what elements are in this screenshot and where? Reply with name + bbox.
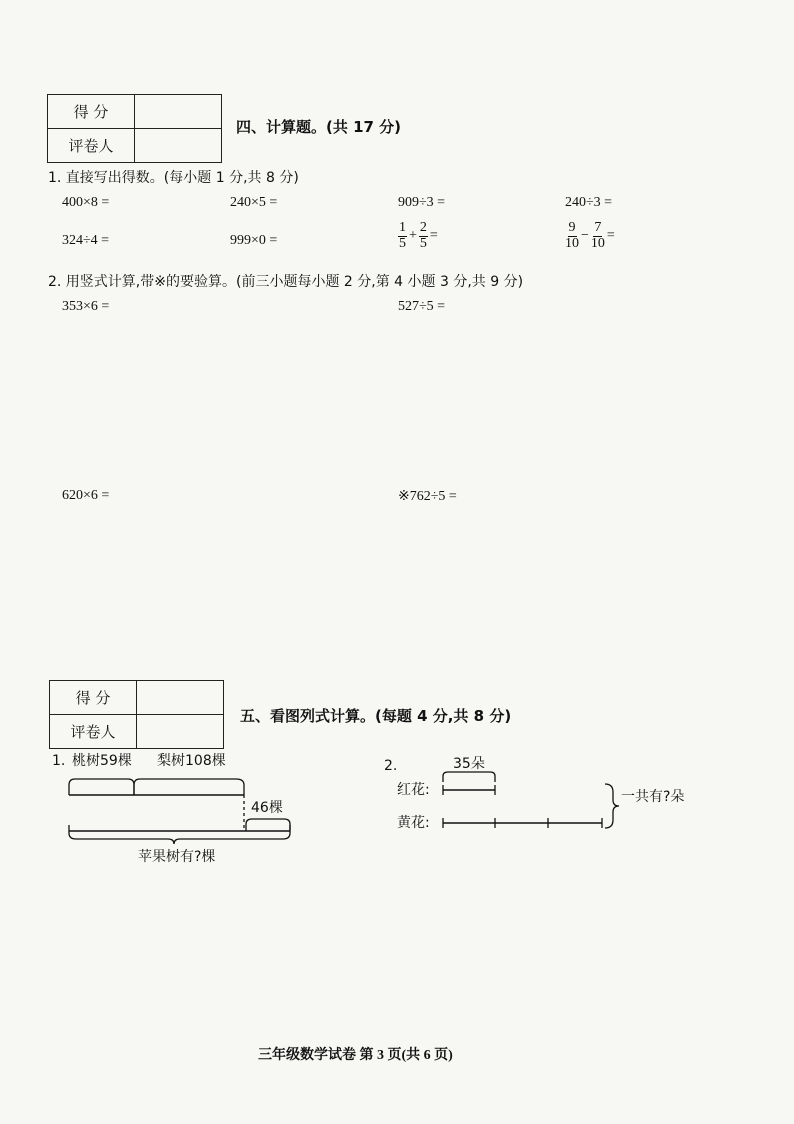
grader-label: 评卷人 xyxy=(50,715,137,749)
fraction-exercise xyxy=(398,221,438,251)
extra-brace xyxy=(246,819,290,831)
denominator: 5 xyxy=(419,235,427,251)
page-footer: 三年级数学试卷 第 3 页(共 6 页) xyxy=(258,1048,453,1063)
vertical-calc-item: ※762÷5 = xyxy=(398,489,457,504)
grader-label: 评卷人 xyxy=(48,129,135,163)
score-table-section5 xyxy=(49,680,224,749)
fraction xyxy=(591,221,605,251)
exercise: 909÷3 = xyxy=(398,195,446,210)
total-brace xyxy=(605,784,619,828)
q1-title: 1. 直接写出得数。(每小题 1 分,共 8 分) xyxy=(48,170,299,186)
red-count-label: 35朵 xyxy=(453,756,485,772)
vertical-calc-item: 353×6 = xyxy=(62,299,110,314)
apple-question-label: 苹果树有?棵 xyxy=(138,849,216,865)
problem-number: 1. xyxy=(52,753,66,769)
numerator: 2 xyxy=(419,220,427,235)
q2-title: 2. 用竖式计算,带※的要验算。(前三小题每小题 2 分,第 4 小题 3 分,共 9 分) xyxy=(48,274,524,290)
exercise: 400×8 = xyxy=(62,195,110,210)
vertical-calc-item: 527÷5 = xyxy=(398,299,446,314)
pear-tree-label: 梨树108棵 xyxy=(157,753,226,769)
grader-cell[interactable] xyxy=(137,715,224,749)
equals: = xyxy=(606,228,615,244)
equals: = xyxy=(429,228,438,244)
section4-title: 四、计算题。(共 17 分) xyxy=(236,118,402,136)
section5-title: 五、看图列式计算。(每题 4 分,共 8 分) xyxy=(240,707,512,725)
exercise: 240÷3 = xyxy=(565,195,613,210)
denominator: 10 xyxy=(590,235,605,251)
score-table-section4 xyxy=(47,94,222,163)
operator: − xyxy=(581,228,589,244)
line-segment-diagram-flowers xyxy=(380,748,710,838)
exercise: 240×5 = xyxy=(230,195,278,210)
numerator: 7 xyxy=(594,220,602,235)
score-cell[interactable] xyxy=(135,95,222,129)
pear-brace xyxy=(134,779,244,795)
numerator: 1 xyxy=(399,220,406,235)
exercise: 324÷4 = xyxy=(62,233,110,248)
problem-number: 2. xyxy=(384,758,398,774)
score-label: 得 分 xyxy=(48,95,135,129)
yellow-flower-label: 黄花: xyxy=(397,815,430,831)
operator: + xyxy=(409,228,417,244)
denominator: 5 xyxy=(399,235,406,251)
score-cell[interactable] xyxy=(137,681,224,715)
extra-count-label: 46棵 xyxy=(251,800,283,816)
grader-cell[interactable] xyxy=(135,129,222,163)
denominator: 10 xyxy=(565,235,579,251)
numerator: 9 xyxy=(568,220,576,235)
total-question-label: 一共有?朵 xyxy=(621,789,685,805)
apple-brace xyxy=(69,825,290,844)
vertical-calc-item: 620×6 = xyxy=(62,488,110,503)
exercise: 999×0 = xyxy=(230,233,278,248)
fraction-exercise xyxy=(565,221,615,251)
peach-brace xyxy=(69,779,134,795)
red-count-brace xyxy=(443,772,495,782)
score-label: 得 分 xyxy=(50,681,137,715)
red-flower-label: 红花: xyxy=(397,782,430,798)
fraction xyxy=(398,221,407,251)
line-segment-diagram-trees xyxy=(40,745,340,875)
fraction xyxy=(565,221,579,251)
fraction xyxy=(419,221,428,251)
peach-tree-label: 桃树59棵 xyxy=(72,753,132,769)
